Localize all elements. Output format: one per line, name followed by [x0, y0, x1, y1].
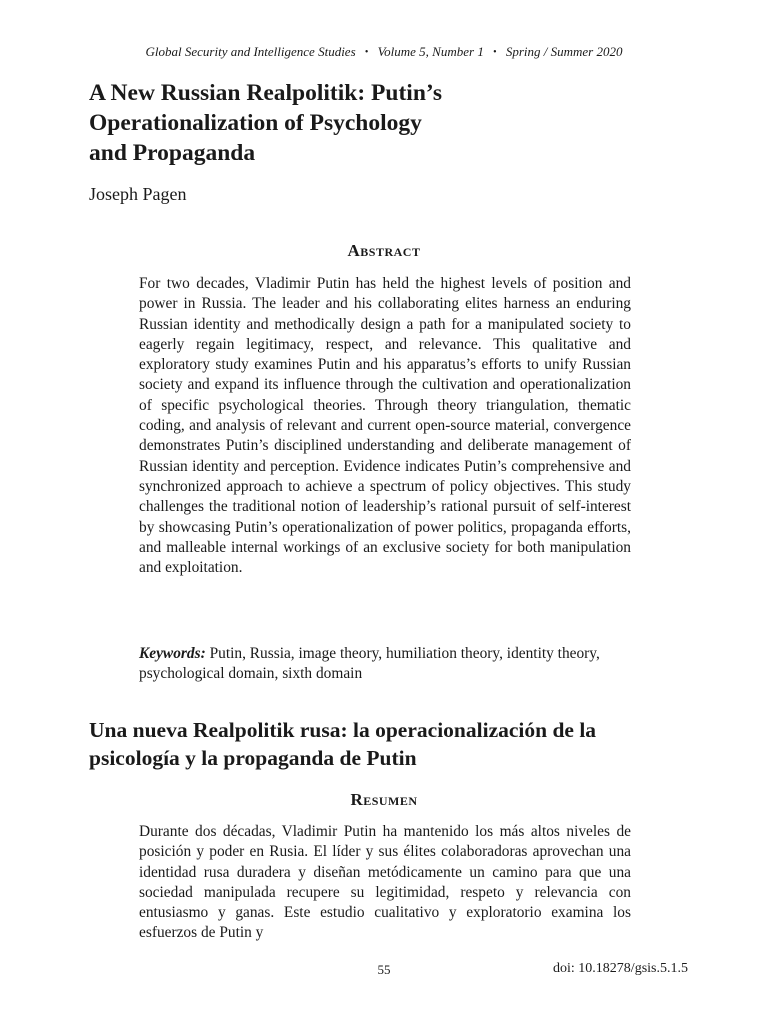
journal-name: Global Security and Intelligence Studies	[145, 44, 356, 59]
abstract-text: For two decades, Vladimir Putin has held the highest levels of position and power in Russia. The leader and his collaborating elites harness an enduring Russian identity and methodically design a path for a manipulated society to eagerly regain legitimacy, respect, and relevance. This qualitative and exploratory study examines Putin and his apparatus’s efforts to unify Russian society and expand its influence through the cultivation and operationalization of specific psychological theories. Through theory triangulation, thematic coding, and analysis of relevant and current open-source material, convergence demonstrates Putin’s disciplined understanding and deliberate management of Russian identity and perception. Evidence indicates Putin’s comprehensive and synchronized approach to achieve a spectrum of policy objectives. This study challenges the traditional notion of leadership’s rational pursuit of self-interest by showcasing Putin’s operationalization of power politics, propaganda efforts, and malleable internal workings of an exclusive society for both manipulation and exploitation.	[139, 275, 631, 577]
abstract-heading: Abstract	[347, 241, 421, 260]
header-separator: •	[493, 47, 497, 58]
resumen-text: Durante dos décadas, Vladimir Putin ha mantenido los más altos niveles de posición y poder en Rusia. El líder y sus élites colaboradoras aprovechan una identidad rusa duradera y diseñan metódicamente un camino para que una sociedad manipulada recupere su legitimidad, respeto y relevancia con entusiasmo y ganas. Este estudio cualitativo y exploratorio examina los esfuerzos de Putin y	[139, 823, 631, 942]
keywords-list: Putin, Russia, image theory, humiliation theory, identity theory, psychological domain, sixth domain	[139, 645, 600, 683]
title-line: Operationalization of Psychology	[89, 110, 422, 136]
title-line: and Propaganda	[89, 140, 256, 166]
keywords-label: Keywords:	[139, 645, 206, 662]
journal-issue: Spring / Summer 2020	[505, 44, 623, 59]
title-line: A New Russian Realpolitik: Putin’s	[89, 80, 442, 106]
doi-link[interactable]: doi: 10.18278/gsis.5.1.5	[553, 961, 688, 976]
spanish-title	[89, 716, 689, 772]
author-name: Joseph Pagen	[89, 184, 187, 204]
header-separator: •	[364, 47, 369, 58]
spanish-title-line: psicología y la propaganda de Putin	[89, 746, 417, 770]
article-title	[89, 78, 649, 168]
spanish-title-line: Una nueva Realpolitik rusa: la operacionalización de la	[89, 718, 597, 742]
journal-header	[0, 44, 768, 60]
journal-volume: Volume 5, Number 1	[377, 44, 484, 59]
keywords	[139, 644, 631, 685]
page-number: 55	[377, 962, 391, 977]
resumen-heading: Resumen	[350, 790, 418, 809]
